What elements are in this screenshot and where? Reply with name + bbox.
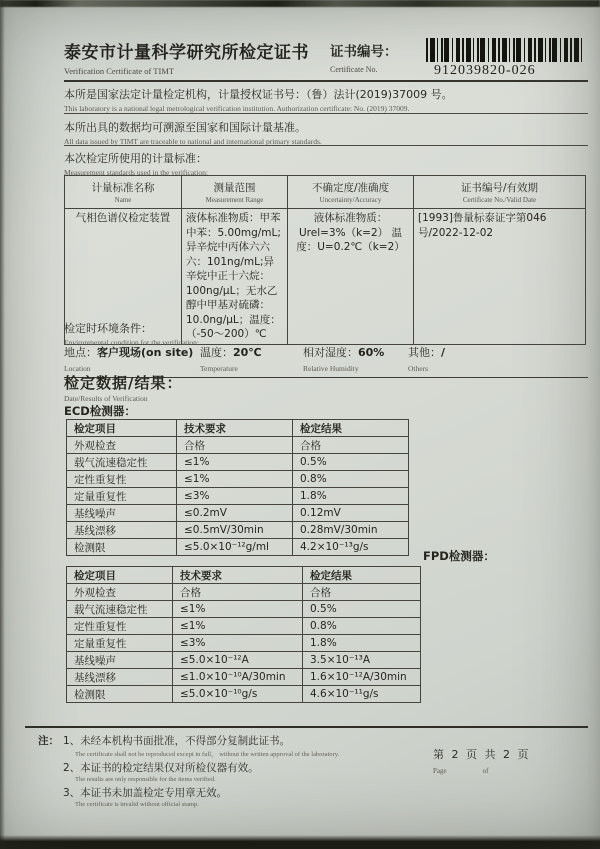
- result-cell: ≤1%: [177, 454, 293, 471]
- page-title: 泰安市计量科学研究所检定证书: [64, 43, 309, 63]
- result-cell: 1.6×10⁻¹²A/30min: [303, 669, 421, 686]
- result-cell: ≤5.0×10⁻¹²g/ml: [177, 539, 293, 556]
- photo-edge-bottom: [0, 835, 600, 849]
- result-cell: ≤0.5mV/30min: [177, 522, 293, 539]
- barcode-block: [426, 38, 586, 79]
- statement-divider: [64, 113, 588, 114]
- header-text: 不确定度/准确度: [311, 182, 390, 194]
- footer-divider: [25, 726, 588, 728]
- results-section-title: [64, 372, 182, 403]
- footer-notes: [38, 733, 339, 810]
- result-row: [67, 539, 409, 556]
- header-text-en: Measurement Range: [205, 196, 264, 204]
- result-cell: 合格: [177, 437, 293, 454]
- standards-section-title-cn: 本次检定所使用的计量标准：: [64, 152, 207, 165]
- result-cell: 1.8%: [303, 635, 421, 652]
- standard-range-cell: 液体标准物质：甲苯中苯：5.00mg/mL;异辛烷中丙体六六六：101ng/mL;异辛烷中正十六烷：100ng/μL；无水乙醇中甲基对硫磷：10.0ng/μL；温度：（-50～200）℃: [182, 209, 288, 345]
- certificate-barcode: [426, 38, 582, 62]
- result-cell: ≤1%: [177, 471, 293, 488]
- result-row: [67, 618, 421, 635]
- field-value: /: [441, 346, 446, 359]
- results-header-item: 检定项目: [67, 420, 177, 437]
- result-cell: 基线噪声: [67, 652, 173, 669]
- certificate-no-label: 证书编号：: [330, 44, 398, 60]
- result-cell: 载气流速稳定性: [67, 454, 177, 471]
- ecd-results-table: [66, 419, 409, 556]
- result-row: [67, 652, 421, 669]
- result-cell: 检测限: [67, 539, 177, 556]
- field-value-line: [303, 344, 408, 360]
- result-cell: 基线噪声: [67, 505, 177, 522]
- standards-header-uncertainty: [288, 176, 414, 209]
- notes-list: [63, 733, 339, 810]
- result-cell: ≤0.2mV: [177, 505, 293, 522]
- field-label: 相对湿度：: [303, 346, 358, 359]
- results-title-cn: 检定数据/结果：: [64, 374, 183, 392]
- environment-location: [64, 344, 200, 373]
- result-cell: 基线漂移: [67, 669, 173, 686]
- fpd-results-table: [66, 566, 421, 703]
- statement-divider: [64, 145, 588, 146]
- result-cell: ≤1.0×10⁻¹⁰A/30min: [173, 669, 303, 686]
- result-cell: 4.6×10⁻¹¹g/s: [303, 686, 421, 703]
- certificate-no-block: [330, 38, 426, 74]
- result-cell: 定量重复性: [67, 488, 177, 505]
- result-cell: ≤3%: [177, 488, 293, 505]
- results-title-en: Date/Results of Verification: [64, 394, 148, 403]
- field-value: 60%: [358, 346, 385, 359]
- result-cell: 1.8%: [293, 488, 409, 505]
- result-cell: 0.8%: [293, 471, 409, 488]
- page-label: Page: [433, 767, 447, 775]
- results-header-requirement: 技术要求: [177, 420, 293, 437]
- field-label-en: Location: [64, 364, 91, 373]
- page-title-en: Verification Certificate of TIMT: [64, 66, 175, 76]
- result-cell: 载气流速稳定性: [67, 601, 173, 618]
- field-value: 客户现场(on site): [97, 346, 194, 359]
- results-header-item: 检定项目: [67, 567, 173, 584]
- page-number-cn: 第 2 页 共 2 页: [433, 748, 531, 761]
- result-cell: ≤5.0×10⁻¹²A: [173, 652, 303, 669]
- statement-traceability-en: All data issued by TIMT are traceable to national and international primary standards.: [64, 137, 322, 146]
- statement-traceability: [64, 119, 588, 146]
- header-text: 测量范围: [213, 182, 256, 194]
- standard-certificate-cell: [1993]鲁量标泰证字第046号/2022-12-02: [414, 209, 586, 345]
- field-label: 其他：: [408, 346, 441, 359]
- of-label: of: [482, 767, 489, 775]
- result-cell: 合格: [303, 584, 421, 601]
- header-text-en: Certificate No./Valid Date: [462, 196, 537, 204]
- header-text-en: Name: [114, 196, 132, 204]
- environment-others: [408, 344, 588, 373]
- results-header-result: 检定结果: [293, 420, 409, 437]
- result-row: [67, 669, 421, 686]
- results-header-result: 检定结果: [303, 567, 421, 584]
- note-text-en: The certificate shall not be reproduced except in full， without the written approval of the laboratory.: [75, 751, 340, 758]
- page-indicator: [433, 746, 530, 775]
- environment-temperature: [200, 344, 303, 373]
- note-text-cn: 2、本证书的检定结果仅对所检仪器有效。: [63, 762, 259, 774]
- fpd-detector-label: FPD检测器：: [423, 549, 495, 563]
- note-text-en: The certificate is invalid without official stamp.: [75, 801, 199, 808]
- note-item: [63, 733, 339, 758]
- standards-header-name: [65, 176, 182, 209]
- note-text-cn: 3、本证书未加盖检定专用章无效。: [63, 787, 228, 799]
- statement-traceability-cn: 本所出具的数据均可溯源至国家和国际计量基准。: [64, 121, 306, 134]
- standard-uncertainty-cell: 液体标准物质：Urel=3%（k=2） 温度：U=0.2℃（k=2）: [288, 209, 414, 345]
- results-header-row: [67, 567, 421, 584]
- standards-header-certificate: [414, 176, 586, 209]
- result-cell: 0.5%: [293, 454, 409, 471]
- title-block: [64, 38, 309, 76]
- result-cell: 定性重复性: [67, 471, 177, 488]
- note-item: [63, 760, 339, 783]
- note-item: [63, 785, 339, 808]
- result-row: [67, 635, 421, 652]
- statement-authorization-en: This laboratory is a national legal metrological verification institution. Authorization certificate: No. (2019) 37009.: [64, 104, 410, 113]
- statement-authorization: [64, 86, 588, 113]
- result-cell: 定量重复性: [67, 635, 173, 652]
- statement-authorization-cn: 本所是国家法定计量检定机构，计量授权证书号：（鲁）法计(2019)37009 号。: [64, 88, 453, 101]
- field-label-en: Others: [408, 364, 428, 373]
- result-cell: 合格: [173, 584, 303, 601]
- standards-section-title: [64, 150, 588, 177]
- notes-label: 注：: [38, 735, 59, 747]
- standards-section-title-en: Measurement standards used in the verification:: [64, 168, 208, 177]
- certificate-no-label-en: Certificate No.: [330, 65, 378, 74]
- result-row: [67, 584, 421, 601]
- result-cell: 0.5%: [303, 601, 421, 618]
- result-row: [67, 686, 421, 703]
- page-number-en: [433, 767, 530, 775]
- standards-header-row: [65, 176, 586, 209]
- result-row: [67, 488, 409, 505]
- result-row: [67, 471, 409, 488]
- certificate-header: [64, 38, 586, 79]
- field-label: 地点：: [64, 346, 97, 359]
- result-cell: 定性重复性: [67, 618, 173, 635]
- environment-humidity: [303, 344, 408, 373]
- header-divider: [64, 80, 588, 82]
- result-row: [67, 522, 409, 539]
- result-cell: ≤1%: [173, 601, 303, 618]
- result-cell: 3.5×10⁻¹³A: [303, 652, 421, 669]
- environment-title-en: Environmental condition for the verification:: [64, 338, 199, 347]
- certificate-number: 912039820-026: [434, 63, 536, 78]
- result-cell: 4.2×10⁻¹³g/s: [293, 539, 409, 556]
- standards-header-range: [182, 176, 288, 209]
- field-value-line: [200, 344, 303, 360]
- note-text-cn: 1、未经本机构书面批准，不得部分复制此证书。: [63, 735, 291, 747]
- result-cell: 外观检查: [67, 437, 177, 454]
- result-cell: 合格: [293, 437, 409, 454]
- header-text-en: Uncertainty/Accuracy: [319, 196, 382, 204]
- header-text: 证书编号/有效期: [460, 182, 539, 194]
- standard-name-cell: 气相色谱仪检定装置: [65, 209, 182, 345]
- result-cell: 0.12mV: [293, 505, 409, 522]
- field-value: 20℃: [233, 346, 262, 359]
- result-cell: ≤5.0×10⁻¹⁰g/s: [173, 686, 303, 703]
- note-text-en: The results are only responsible for the items verified.: [75, 776, 216, 783]
- results-header-row: [67, 420, 409, 437]
- result-row: [67, 437, 409, 454]
- results-header-requirement: 技术要求: [173, 567, 303, 584]
- result-cell: 0.8%: [303, 618, 421, 635]
- result-row: [67, 601, 421, 618]
- result-cell: ≤1%: [173, 618, 303, 635]
- photo-edge-left: [0, 0, 5, 849]
- field-value-line: [64, 344, 200, 360]
- field-label: 温度：: [200, 346, 233, 359]
- result-row: [67, 505, 409, 522]
- result-cell: 基线漂移: [67, 522, 177, 539]
- result-row: [67, 454, 409, 471]
- ecd-detector-label: ECD检测器：: [64, 404, 136, 418]
- result-cell: ≤3%: [173, 635, 303, 652]
- result-cell: 0.28mV/30min: [293, 522, 409, 539]
- field-value-line: [408, 344, 588, 360]
- environment-title-cn: 检定时环境条件：: [64, 322, 152, 335]
- result-cell: 外观检查: [67, 584, 173, 601]
- field-label-en: Relative Humidity: [303, 364, 359, 373]
- field-label-en: Temperature: [200, 364, 238, 373]
- environment-section-title: [64, 320, 588, 347]
- result-cell: 检测限: [67, 686, 173, 703]
- photo-edge-top: [0, 0, 600, 7]
- header-text: 计量标准名称: [91, 182, 155, 194]
